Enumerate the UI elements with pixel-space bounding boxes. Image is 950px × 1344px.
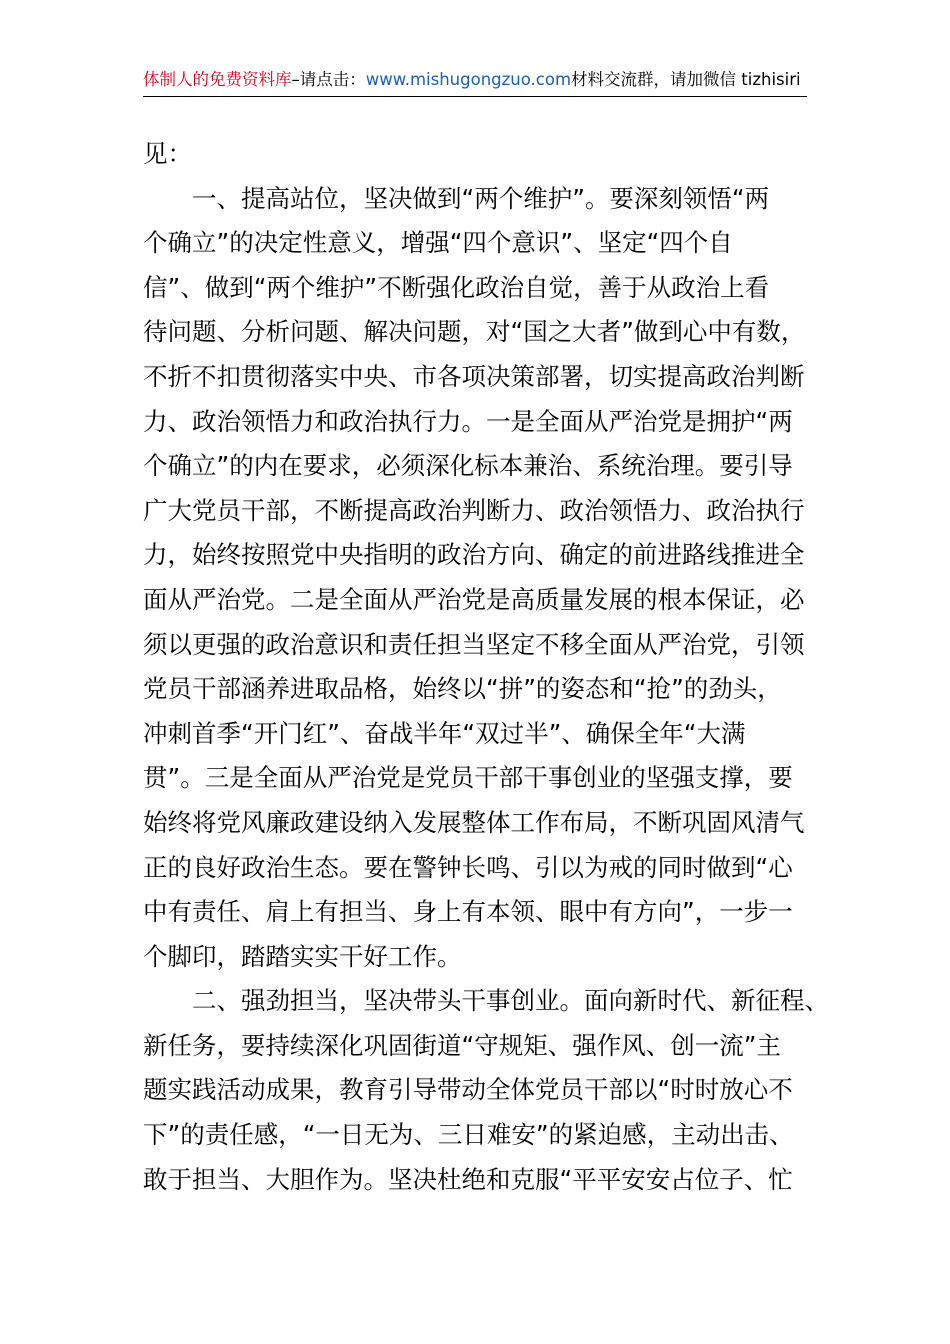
body-line: 广大党员干部，不断提高政治判断力、政治领悟力、政治执行 (143, 495, 805, 525)
body-line: 中有责任、肩上有担当、身上有本领、眼中有方向”，一步一 (143, 897, 793, 927)
body-line: 力、政治领悟力和政治执行力。一是全面从严治党是拥护“两 (143, 406, 793, 436)
body-line: 贯”。三是全面从严治党是党员干部干事创业的坚强支撑，要 (143, 763, 793, 793)
header-click-prefix: –请点击： (291, 70, 366, 89)
body-line: 下”的责任感，“一日无为、三日难安”的紧迫感，主动出击、 (143, 1120, 794, 1150)
body-line: 须以更强的政治意识和责任担当坚定不移全面从严治党，引领 (143, 629, 805, 659)
body-line: 一、提高站位，坚决做到“两个维护”。要深刻领悟“两 (143, 183, 770, 213)
body-line: 新任务，要持续深化巩固街道“守规矩、强作风、创一流”主 (143, 1030, 781, 1060)
body-line: 题实践活动成果，教育引导带动全体党员干部以“时时放心不 (143, 1075, 793, 1105)
body-line: 面从严治党。二是全面从严治党是高质量发展的根本保证，必 (143, 584, 805, 614)
body-line: 个确立”的内在要求，必须深化标本兼治、系统治理。要引导 (143, 451, 793, 481)
document-body (143, 132, 829, 1202)
body-line: 冲刺首季“开门红”、奋战半年“双过半”、确保全年“大满 (143, 718, 746, 748)
header-url-link[interactable]: www.mishugongzuo.com (365, 70, 572, 89)
header-brand: 体制人的免费资料库 (143, 70, 292, 89)
body-line: 力，始终按照党中央指明的政治方向、确定的前进路线推进全 (143, 540, 805, 570)
page-header (143, 64, 807, 97)
body-line: 见： (143, 139, 192, 168)
body-line: 不折不扣贯彻落实中央、市各项决策部署，切实提高政治判断 (143, 361, 805, 391)
body-line: 待问题、分析问题、解决问题，对“国之大者”做到心中有数， (143, 317, 806, 347)
body-line: 二、强劲担当，坚决带头干事创业。面向新时代、新征程、 (143, 986, 829, 1016)
body-line: 信”、做到“两个维护”不断强化政治自觉，善于从政治上看 (143, 272, 770, 302)
body-line: 党员干部涵养进取品格，始终以“拼”的姿态和“抢”的劲头， (143, 674, 782, 704)
header-suffix: 材料交流群，请加微信 tizhisiri (571, 70, 801, 89)
body-line: 个脚印，踏踏实实干好工作。 (143, 941, 462, 971)
body-line: 敢于担当、大胆作为。坚决杜绝和克服“平平安安占位子、忙 (143, 1164, 793, 1194)
body-line: 正的良好政治生态。要在警钟长鸣、引以为戒的同时做到“心 (143, 852, 793, 882)
body-line: 个确立”的决定性意义，增强“四个意识”、坚定“四个自 (143, 228, 733, 258)
body-line: 始终将党风廉政建设纳入发展整体工作布局，不断巩固风清气 (143, 807, 805, 837)
